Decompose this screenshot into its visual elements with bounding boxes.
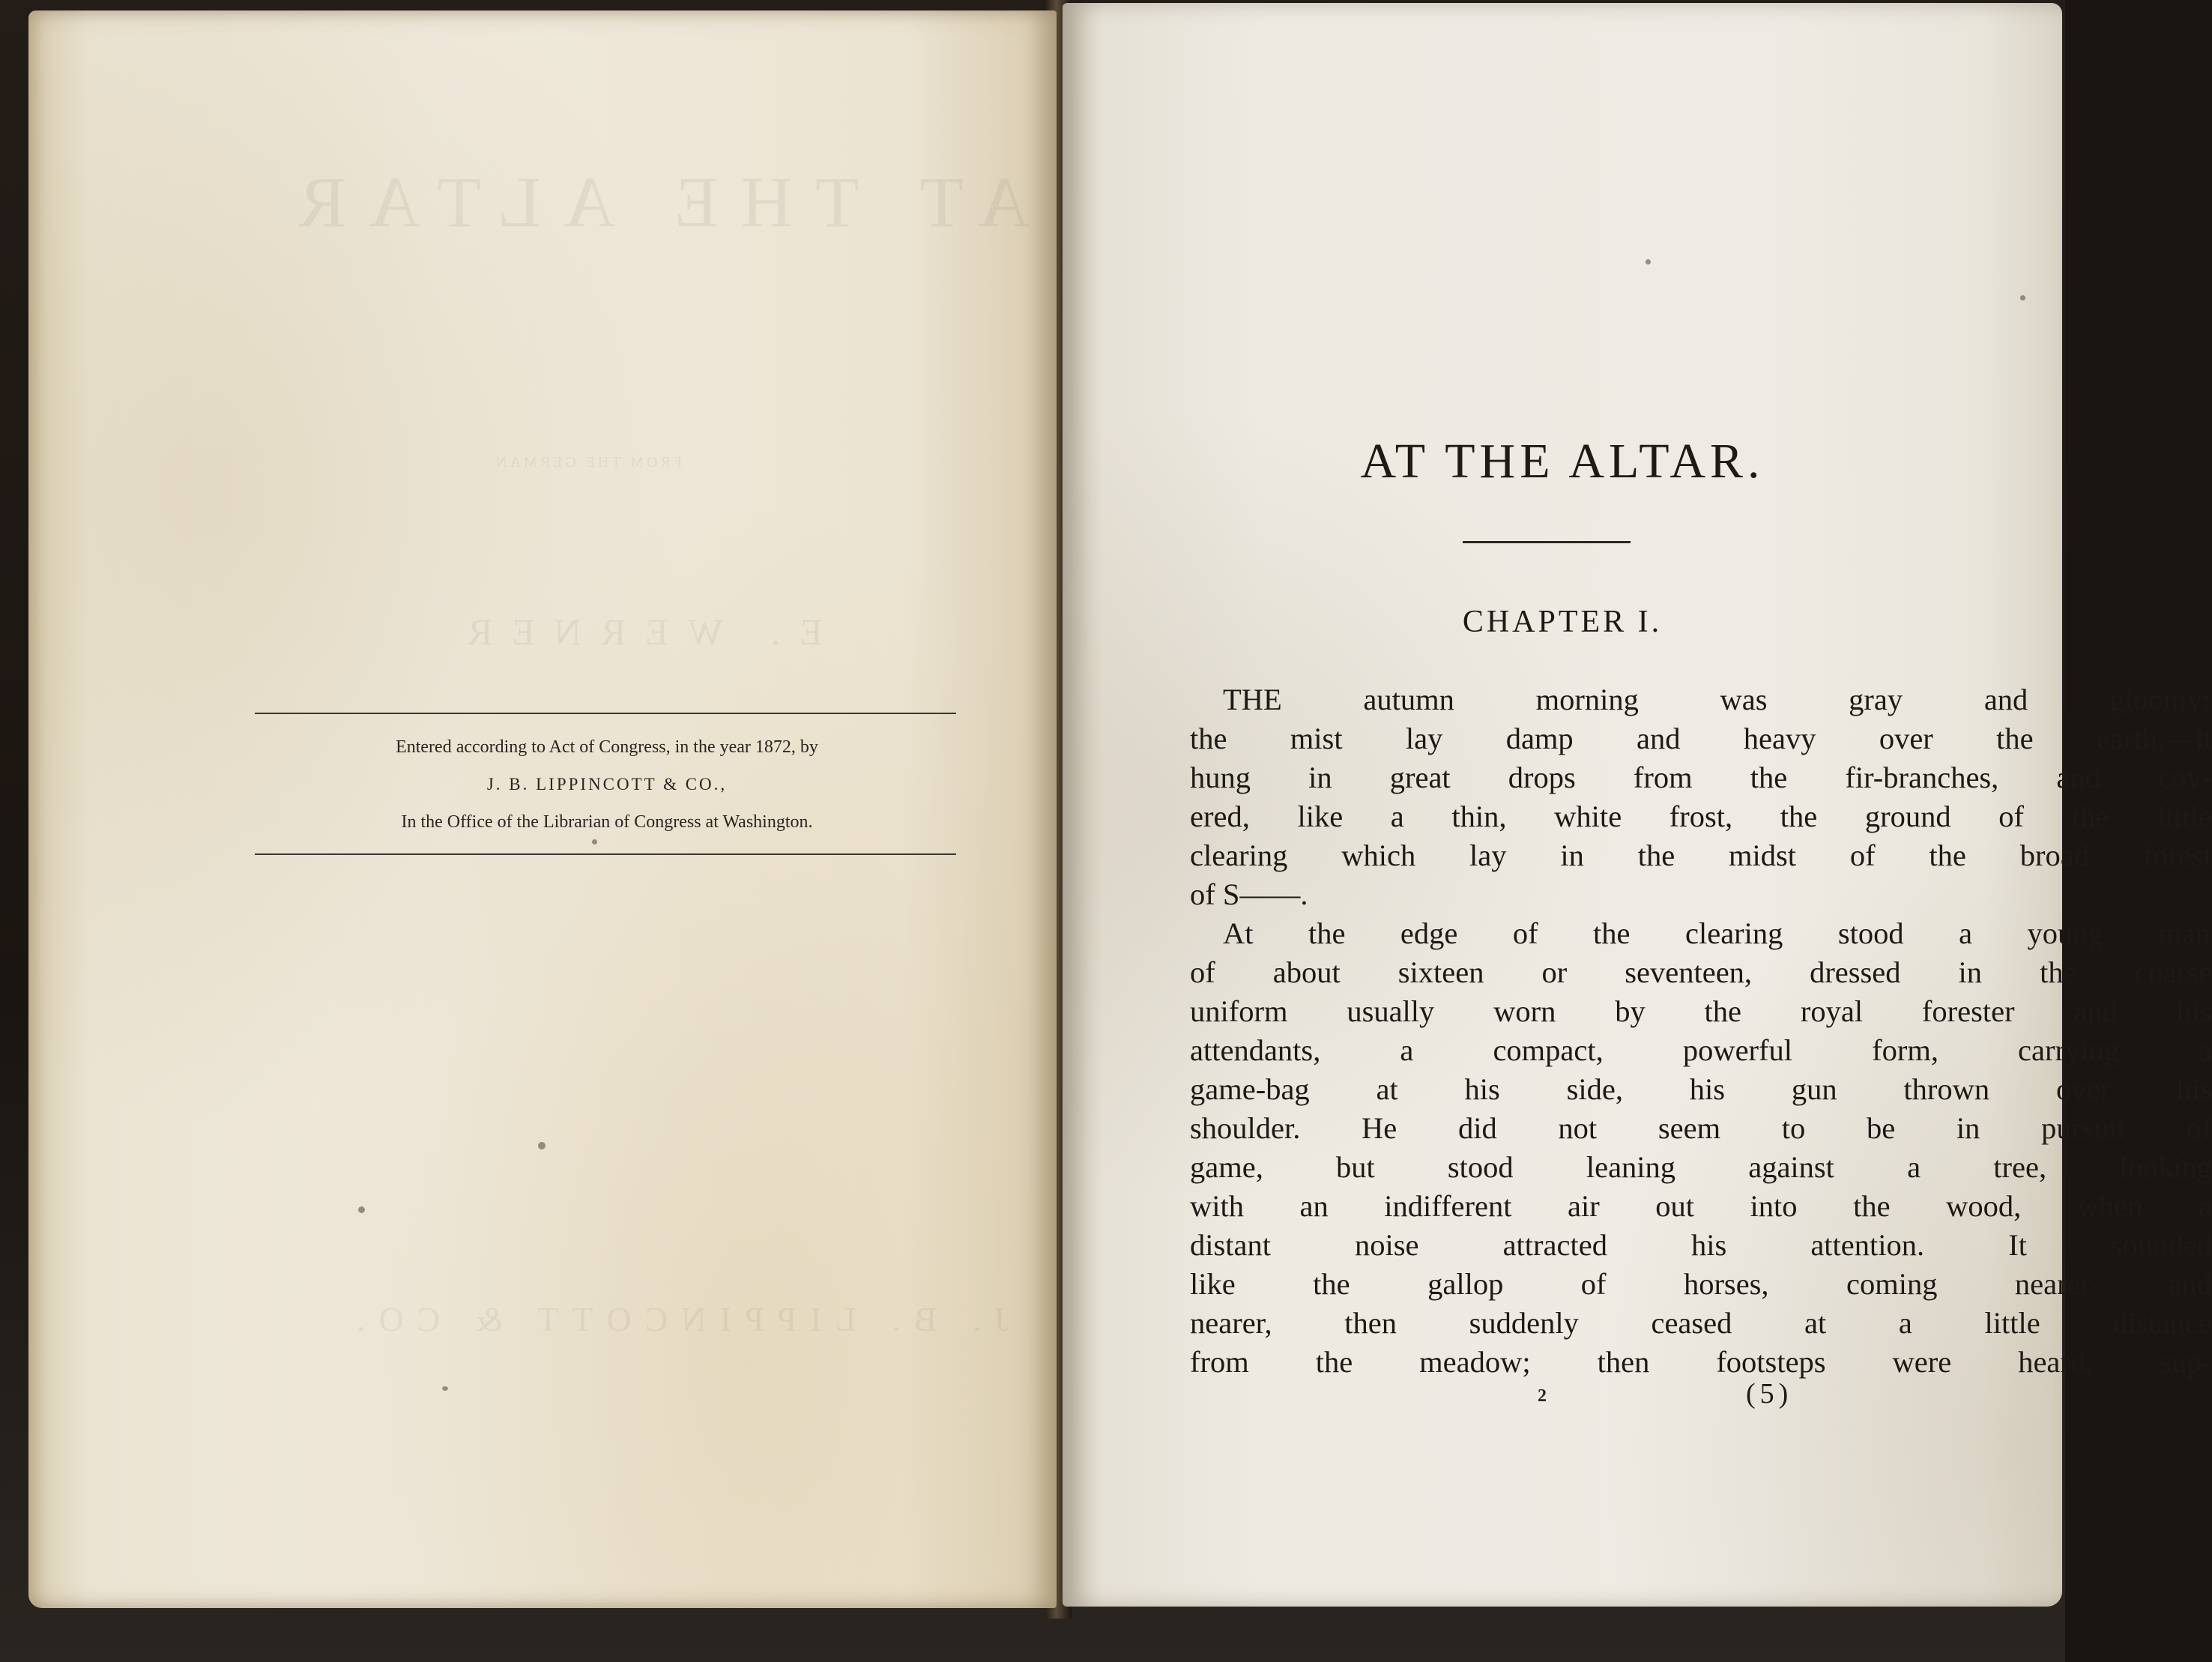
title-rule: [1463, 541, 1631, 543]
chapter-heading: CHAPTER I.: [1462, 605, 1663, 639]
foxing-spot: [1646, 259, 1651, 265]
foxing-spot: [442, 1386, 448, 1391]
text-line: of S——.: [1190, 877, 1308, 911]
right-page: [1063, 3, 2212, 1607]
foxing-spot: [538, 1142, 546, 1149]
text-line: shoulder. He did not seem to be in pursuit of: [1190, 1111, 2212, 1145]
foxing-spot: [358, 1206, 365, 1213]
text-line: from the meadow; then footsteps were heard, sup-: [1190, 1345, 2212, 1379]
text-line: distant noise attracted his attention. It sounded: [1190, 1228, 2212, 1262]
text-line: THE autumn morning was gray and gloomy;: [1223, 683, 2211, 716]
text-line: At the edge of the clearing stood a young man: [1223, 916, 2211, 950]
bleed-through-title: AT THE ALTAR: [276, 162, 1030, 242]
bleed-through-author: E. WERNER: [448, 611, 823, 653]
copyright-entry-line: Entered according to Act of Congress, in the year 1872, by: [396, 737, 818, 757]
text-line: the mist lay damp and heavy over the earth,—it: [1190, 722, 2212, 755]
text-line: like the gallop of horses, coming nearer and: [1190, 1267, 2212, 1301]
copyright-top-rule: [255, 713, 956, 714]
page-number: (5): [1746, 1378, 1793, 1409]
text-line: hung in great drops from the fir-branches, and cov-: [1190, 761, 2212, 794]
signature-mark: 2: [1538, 1386, 1547, 1406]
copyright-publisher: J. B. LIPPINCOTT & CO.,: [486, 775, 728, 794]
text-line: ered, like a thin, white frost, the ground of the little: [1190, 800, 2212, 833]
text-line: clearing which lay in the midst of the broad forest: [1190, 838, 2212, 872]
left-page: [28, 10, 1057, 1608]
text-line: nearer, then suddenly ceased at a little distance: [1190, 1306, 2212, 1340]
bleed-through-imprint: J. B. LIPPINCOTT & CO.: [343, 1300, 1009, 1338]
foxing-spot: [2020, 295, 2025, 300]
foxing-spot: [592, 839, 597, 844]
text-line: with an indifferent air out into the wood, when a: [1190, 1189, 2212, 1223]
text-line: game-bag at his side, his gun thrown over his: [1190, 1072, 2212, 1106]
text-line: uniform usually worn by the royal forester and his: [1190, 994, 2212, 1028]
book-title: AT THE ALTAR.: [1360, 434, 1765, 489]
text-line: game, but stood leaning against a tree, looking: [1190, 1150, 2212, 1184]
copyright-bottom-rule: [255, 853, 956, 855]
text-line: of about sixteen or seventeen, dressed in the coarse: [1190, 955, 2212, 989]
copyright-office-line: In the Office of the Librarian of Congress at Washington.: [401, 812, 813, 832]
text-line: attendants, a compact, powerful form, carrying a: [1190, 1033, 2212, 1067]
bleed-through-line: FROM THE GERMAN: [493, 454, 682, 471]
